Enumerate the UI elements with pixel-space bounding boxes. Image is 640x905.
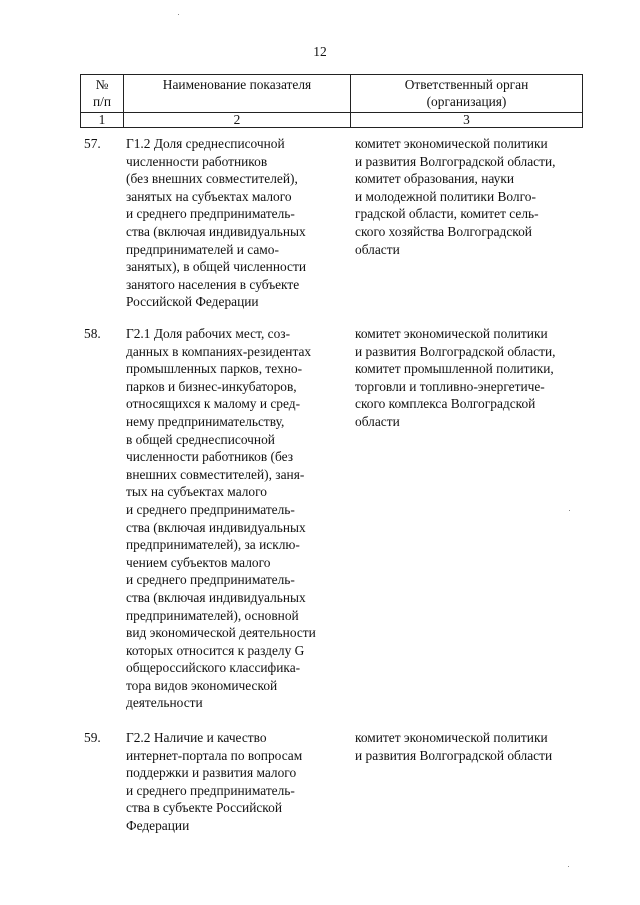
scan-speck bbox=[178, 14, 179, 15]
header-indicator-column: Наименование показателя bbox=[124, 75, 351, 113]
header-column-index-2: 2 bbox=[124, 113, 351, 128]
header-organization-column: Ответственный орган (организация) bbox=[351, 75, 583, 113]
responsible-organization: комитет экономической политики и развития Волгоградской области, комитет промышленной политики, торговли и топливно-энергетиче- ского комплекса Волгоградской области bbox=[355, 326, 556, 429]
header-number-column: № п/п bbox=[81, 75, 124, 113]
page-number: 12 bbox=[313, 44, 327, 59]
row-number: 59. bbox=[84, 730, 101, 745]
header-column-index-1: 1 bbox=[81, 113, 124, 128]
scan-speck bbox=[569, 510, 570, 511]
row-number: 58. bbox=[84, 326, 101, 341]
scan-speck bbox=[568, 866, 569, 867]
header-column-index-3: 3 bbox=[351, 113, 583, 128]
table-header bbox=[80, 74, 583, 128]
indicator-name: Г2.1 Доля рабочих мест, соз- данных в компаниях-резидентах промышленных парков, техно- парков и бизнес-инкубаторов, относящихся к малому и сред- нему предпринимательству, в общей среднесписочной численности работников (без внешних совместителей), заня- тых на субъектах малого и среднего предприниматель- ства (включая индивидуальных предпринимателей), за исклю- чением субъектов малого и среднего предприниматель- ства (включая индивидуальных предпринимателей), основной вид экономической деятельности которых относится к разделу G общероссийского классифика- тора видов экономической деятельности bbox=[126, 326, 316, 711]
responsible-organization: комитет экономической политики и развития Волгоградской области bbox=[355, 730, 553, 763]
responsible-organization: комитет экономической политики и развития Волгоградской области, комитет образования, науки и молодежной политики Волго- градской области, комитет сель- ского хозяйства Волгоградской области bbox=[355, 136, 556, 257]
indicator-name: Г2.2 Наличие и качество интернет-портала по вопросам поддержки и развития малого и среднего предприниматель- ства в субъекте Российской Федерации bbox=[126, 730, 303, 833]
row-number: 57. bbox=[84, 136, 101, 151]
indicator-name: Г1.2 Доля среднесписочной численности работников (без внешних совместителей), занятых на субъектах малого и среднего предприниматель- ства (включая индивидуальных предпринимателей и само- занятых), в общей численности занятого населения в субъекте Российской Федерации bbox=[126, 136, 306, 310]
